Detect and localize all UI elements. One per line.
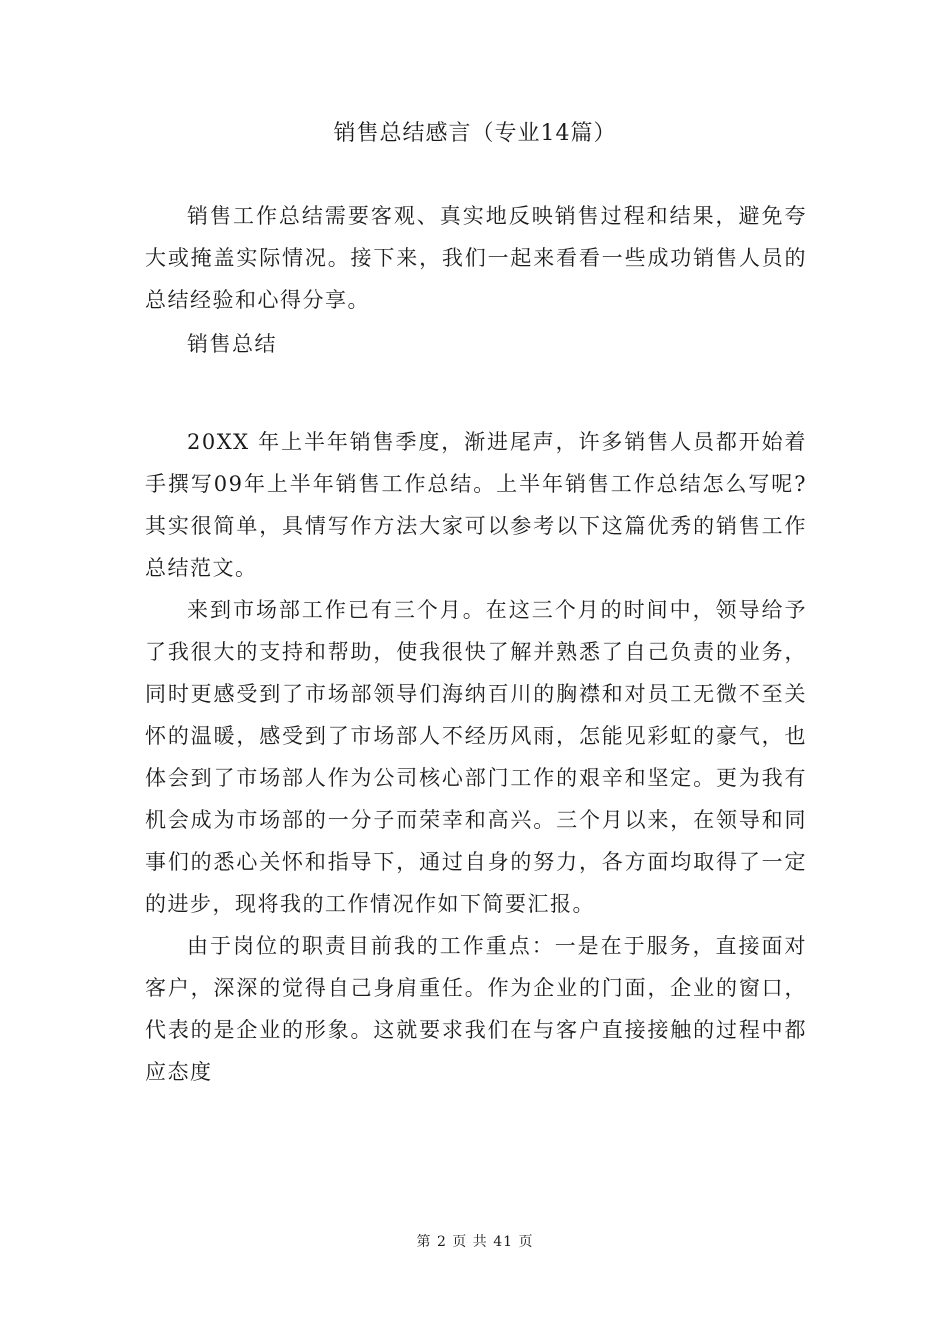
section-heading: 销售总结 bbox=[187, 332, 277, 356]
body-paragraph-3: 由于岗位的职责目前我的工作重点：一是在于服务，直接面对客户，深深的觉得自己身肩重任。作为企业的门面，企业的窗口，代表的是企业的形象。这就要求我们在与客户直接接触的过程中都应态度 bbox=[145, 934, 807, 1084]
document-body bbox=[145, 195, 807, 1093]
intro-paragraph: 销售工作总结需要客观、真实地反映销售过程和结果，避免夸大或掩盖实际情况。接下来，我们一起来看看一些成功销售人员的总结经验和心得分享。 bbox=[145, 204, 807, 312]
body-paragraph-2: 来到市场部工作已有三个月。在这三个月的时间中，领导给予了我很大的支持和帮助，使我很快了解并熟悉了自己负责的业务，同时更感受到了市场部领导们海纳百川的胸襟和对员工无微不至关怀的温暖，感受到了市场部人不经历风雨，怎能见彩虹的豪气，也体会到了市场部人作为公司核心部门工作的艰辛和坚定。更为我有机会成为市场部的一分子而荣幸和高兴。三个月以来，在领导和同事们的悉心关怀和指导下，通过自身的努力，各方面均取得了一定的进步，现将我的工作情况作如下简要汇报。 bbox=[145, 598, 807, 916]
document-title: 销售总结感言（专业14篇） bbox=[333, 121, 617, 146]
page-number-footer: 第 2 页 共 41 页 bbox=[416, 1234, 534, 1250]
blank-line bbox=[145, 365, 807, 421]
body-paragraph-1: 20XX 年上半年销售季度，渐进尾声，许多销售人员都开始着手撰写09年上半年销售工作总结。上半年销售工作总结怎么写呢?其实很简单，具情写作方法大家可以参考以下这篇优秀的销售工作总结范文。 bbox=[145, 430, 807, 580]
